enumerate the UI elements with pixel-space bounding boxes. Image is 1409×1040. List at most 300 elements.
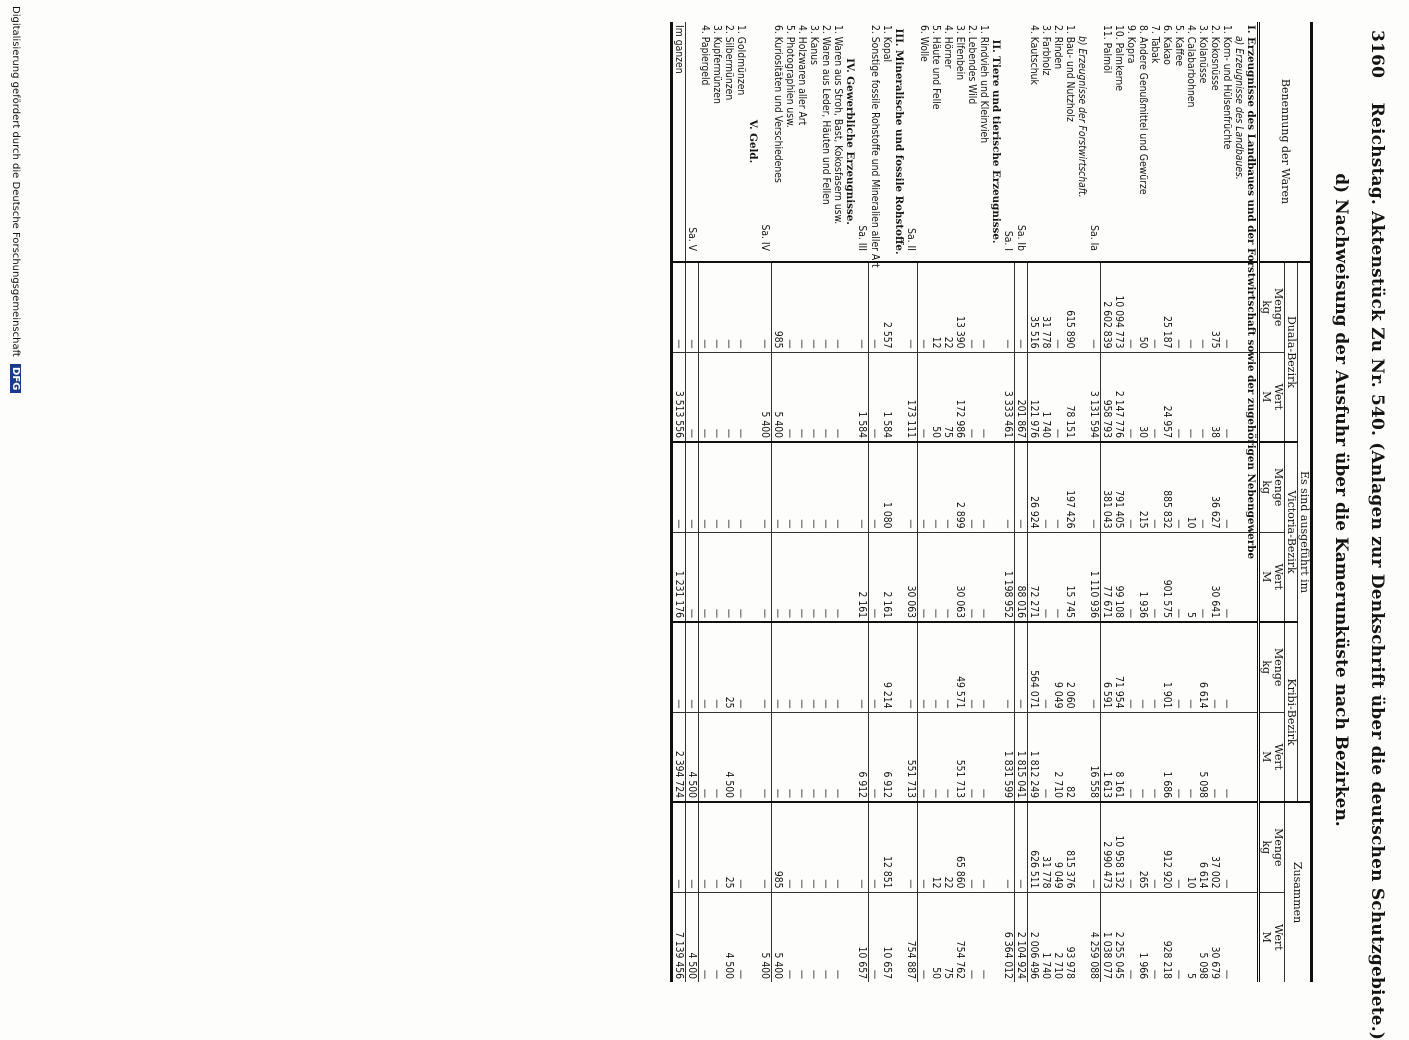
- row-label: 3. Kupfermünzen: [711, 25, 723, 104]
- row-label: 2. Silbermünzen: [723, 25, 735, 101]
- value-cell: 1 198 952: [1002, 532, 1015, 622]
- qty-cell: —: [1137, 622, 1149, 712]
- section-row: [1245, 22, 1259, 982]
- qty-cell: —: [699, 802, 712, 892]
- value-cell: 121 976: [1028, 352, 1041, 442]
- qty-cell: 10: [1185, 802, 1197, 892]
- qty-cell: —: [784, 802, 796, 892]
- value-cell: 6 912: [856, 712, 869, 802]
- subtotal-row: [856, 22, 869, 982]
- qty-header: Menge: [1272, 262, 1285, 352]
- value-cell: —: [796, 532, 808, 622]
- qty-cell: —: [759, 262, 772, 352]
- value-cell: 5 098: [1197, 712, 1209, 802]
- qty-cell: —: [1125, 622, 1137, 712]
- qty-cell: 2 990 473: [1101, 802, 1114, 892]
- value-cell: 77 671: [1101, 532, 1114, 622]
- value-cell: 78 151: [1064, 352, 1076, 442]
- qty-cell: —: [1040, 622, 1052, 712]
- value-cell: —: [1125, 892, 1137, 982]
- table-row: [881, 22, 893, 982]
- district-header-kribi: Kribi-Bezirk: [1285, 622, 1298, 802]
- qty-cell: —: [759, 442, 772, 532]
- qty-cell: 615 890: [1064, 262, 1076, 352]
- table-row: [735, 22, 747, 982]
- table-row: [1209, 22, 1221, 982]
- value-cell: —: [808, 352, 820, 442]
- district-header-total: Zusammen: [1285, 802, 1312, 982]
- row-label: Sa. Ib: [1015, 224, 1027, 251]
- value-cell: 8 161: [1113, 712, 1125, 802]
- qty-header: Menge: [1272, 442, 1285, 532]
- value-cell: —: [759, 532, 772, 622]
- value-cell: 1 231 176: [672, 532, 686, 622]
- qty-cell: —: [772, 622, 785, 712]
- row-label: 4. Calabarbohnen: [1185, 25, 1197, 108]
- value-cell: 2 104 924: [1015, 892, 1028, 982]
- district-header-victoria: Victoria-Bezirk: [1285, 442, 1298, 622]
- qty-cell: 6 591: [1101, 622, 1114, 712]
- empty-cell: [1076, 442, 1088, 532]
- qty-cell: 626 511: [1028, 802, 1041, 892]
- empty-cell: [747, 622, 759, 712]
- row-label: 7. Tabak: [1149, 25, 1161, 64]
- value-cell: —: [796, 892, 808, 982]
- qty-cell: —: [905, 802, 918, 892]
- qty-cell: 375: [1209, 262, 1221, 352]
- value-cell: 5 400: [759, 352, 772, 442]
- qty-cell: 6 614: [1197, 622, 1209, 712]
- value-cell: —: [1149, 712, 1161, 802]
- qty-cell: —: [1002, 622, 1015, 712]
- qty-unit: kg: [1259, 262, 1273, 352]
- empty-cell: [990, 802, 1002, 892]
- qty-cell: —: [796, 442, 808, 532]
- qty-cell: —: [1221, 622, 1233, 712]
- value-cell: 2 710: [1052, 892, 1064, 982]
- value-cell: 1 740: [1040, 352, 1052, 442]
- category-row: [1076, 22, 1088, 982]
- qty-cell: —: [808, 802, 820, 892]
- value-cell: 30: [1137, 352, 1149, 442]
- value-cell: —: [966, 352, 978, 442]
- qty-cell: —: [918, 262, 931, 352]
- qty-cell: —: [1088, 442, 1101, 532]
- value-cell: 2 394 724: [672, 712, 686, 802]
- qty-cell: —: [1173, 622, 1185, 712]
- empty-cell: [1233, 712, 1245, 802]
- value-cell: —: [869, 712, 882, 802]
- value-cell: 754 762: [954, 892, 966, 982]
- qty-cell: —: [723, 262, 735, 352]
- value-cell: 4 500: [723, 712, 735, 802]
- empty-cell: [747, 712, 759, 802]
- qty-cell: —: [672, 262, 686, 352]
- qty-cell: 885 832: [1161, 442, 1173, 532]
- value-cell: 6 364 012: [1002, 892, 1015, 982]
- qty-cell: 26 924: [1028, 442, 1041, 532]
- value-cell: 1 584: [881, 352, 893, 442]
- row-label: 5. Photographien usw.: [784, 25, 796, 128]
- row-label: Sa. I: [1002, 230, 1015, 251]
- qty-cell: —: [1185, 262, 1197, 352]
- empty-cell: [747, 802, 759, 892]
- empty-cell: [747, 262, 759, 352]
- value-cell: 1 831 599: [1002, 712, 1015, 802]
- qty-cell: —: [784, 622, 796, 712]
- qty-cell: —: [723, 442, 735, 532]
- qty-cell: —: [856, 262, 869, 352]
- qty-cell: —: [735, 622, 747, 712]
- qty-cell: 985: [772, 262, 785, 352]
- qty-cell: 71 954: [1113, 622, 1125, 712]
- qty-cell: —: [869, 442, 882, 532]
- qty-header: Menge: [1272, 622, 1285, 712]
- qty-cell: —: [918, 622, 931, 712]
- row-label: II. Tiere und tierische Erzeugnisse.: [990, 39, 1002, 244]
- row-label: 1. Kopal: [881, 25, 893, 63]
- value-header: Wert: [1272, 712, 1285, 802]
- value-cell: —: [869, 532, 882, 622]
- qty-cell: —: [832, 442, 844, 532]
- subtotal-row: [759, 22, 772, 982]
- qty-cell: —: [856, 442, 869, 532]
- table-row: [930, 22, 942, 982]
- value-cell: 5 400: [759, 892, 772, 982]
- value-cell: —: [699, 352, 712, 442]
- qty-cell: —: [672, 622, 686, 712]
- row-label: a) Erzeugnisse des Landbaues.: [1233, 36, 1245, 180]
- value-cell: —: [966, 892, 978, 982]
- empty-cell: [1233, 352, 1245, 442]
- value-cell: —: [1173, 532, 1185, 622]
- value-cell: 10 657: [881, 892, 893, 982]
- qty-cell: —: [1221, 802, 1233, 892]
- table-row: [796, 22, 808, 982]
- qty-cell: 10 958 132: [1113, 802, 1125, 892]
- qty-cell: —: [820, 442, 832, 532]
- value-cell: —: [1197, 352, 1209, 442]
- row-label: 5. Kaffee: [1173, 25, 1185, 67]
- qty-cell: 2 899: [954, 442, 966, 532]
- value-cell: —: [832, 712, 844, 802]
- row-label: 5. Häute und Felle: [930, 25, 942, 110]
- table-row: [723, 22, 735, 982]
- value-cell: —: [869, 352, 882, 442]
- row-label: 6. Wolle: [917, 25, 930, 62]
- qty-cell: —: [966, 622, 978, 712]
- table-row: [1125, 22, 1137, 982]
- qty-cell: —: [1185, 622, 1197, 712]
- qty-cell: 22: [942, 262, 954, 352]
- value-cell: —: [784, 892, 796, 982]
- value-cell: 2 255 045: [1113, 892, 1125, 982]
- table-row: [1113, 22, 1125, 982]
- value-cell: —: [1221, 892, 1233, 982]
- value-cell: 30 679: [1209, 892, 1221, 982]
- empty-cell: [844, 712, 856, 802]
- table-row: [1101, 22, 1114, 982]
- empty-cell: [1076, 622, 1088, 712]
- empty-cell: [844, 892, 856, 982]
- value-cell: 2 161: [856, 532, 869, 622]
- subtotal-row: [905, 22, 918, 982]
- qty-cell: —: [856, 622, 869, 712]
- qty-cell: —: [966, 802, 978, 892]
- value-cell: 173 111: [905, 352, 918, 442]
- qty-unit: kg: [1259, 802, 1273, 892]
- value-cell: 5: [1185, 892, 1197, 982]
- value-cell: 30 063: [954, 532, 966, 622]
- qty-cell: —: [820, 622, 832, 712]
- dfg-logo: DFG: [10, 364, 21, 393]
- value-unit: M: [1259, 712, 1273, 802]
- row-label: b) Erzeugnisse der Forstwirtschaft.: [1076, 36, 1088, 198]
- empty-cell: [844, 532, 856, 622]
- value-cell: —: [723, 352, 735, 442]
- empty-cell: [990, 262, 1002, 352]
- value-cell: 82: [1064, 712, 1076, 802]
- value-cell: 5 098: [1197, 892, 1209, 982]
- value-cell: —: [686, 532, 699, 622]
- qty-cell: —: [672, 802, 686, 892]
- row-label: IV. Gewerbliche Erzeugnisse.: [844, 58, 856, 225]
- qty-cell: —: [1052, 442, 1064, 532]
- value-cell: 30 641: [1209, 532, 1221, 622]
- value-cell: —: [1173, 712, 1185, 802]
- qty-cell: 6 614: [1197, 802, 1209, 892]
- value-cell: 88 016: [1015, 532, 1028, 622]
- qty-cell: 9 049: [1052, 622, 1064, 712]
- empty-cell: [844, 442, 856, 532]
- value-cell: —: [869, 892, 882, 982]
- row-label: 4. Kautschuk: [1027, 25, 1040, 85]
- empty-cell: [990, 712, 1002, 802]
- value-cell: —: [1149, 352, 1161, 442]
- qty-cell: —: [1149, 442, 1161, 532]
- qty-cell: 2 602 839: [1101, 262, 1114, 352]
- value-cell: —: [1137, 712, 1149, 802]
- value-cell: 958 793: [1101, 352, 1114, 442]
- row-label: 3. Kolanüsse: [1197, 25, 1209, 84]
- empty-cell: [893, 262, 905, 352]
- value-cell: —: [942, 532, 954, 622]
- qty-cell: —: [942, 442, 954, 532]
- table-row: [1185, 22, 1197, 982]
- empty-cell: [893, 532, 905, 622]
- qty-cell: —: [711, 262, 723, 352]
- table-row: [1149, 22, 1161, 982]
- qty-cell: 36 627: [1209, 442, 1221, 532]
- value-cell: 5 400: [772, 352, 785, 442]
- qty-cell: —: [918, 802, 931, 892]
- value-cell: 172 986: [954, 352, 966, 442]
- row-label: Sa. II: [905, 228, 918, 251]
- section-row: [844, 22, 856, 982]
- table-row: [1028, 22, 1041, 982]
- value-cell: —: [930, 532, 942, 622]
- value-cell: —: [978, 352, 990, 442]
- qty-cell: —: [1040, 442, 1052, 532]
- qty-cell: —: [784, 262, 796, 352]
- table-row: [820, 22, 832, 982]
- value-cell: —: [978, 532, 990, 622]
- value-cell: 99 108: [1113, 532, 1125, 622]
- row-label: 6. Kuriositäten und Verschiedenes: [771, 25, 784, 183]
- section-row: [747, 22, 759, 982]
- value-cell: 3 131 594: [1088, 352, 1101, 442]
- empty-cell: [844, 352, 856, 442]
- qty-cell: —: [1173, 802, 1185, 892]
- qty-cell: —: [1125, 442, 1137, 532]
- row-label: 1. Bau- und Nutzholz: [1064, 25, 1076, 122]
- qty-cell: —: [796, 262, 808, 352]
- subtotal-row: [1002, 22, 1015, 982]
- value-cell: —: [832, 892, 844, 982]
- value-cell: —: [711, 352, 723, 442]
- value-cell: 928 218: [1161, 892, 1173, 982]
- empty-cell: [893, 352, 905, 442]
- qty-cell: 49 571: [954, 622, 966, 712]
- qty-cell: —: [1088, 802, 1101, 892]
- qty-cell: —: [1052, 262, 1064, 352]
- page-number: 3160: [1367, 30, 1387, 79]
- value-cell: 1 936: [1137, 532, 1149, 622]
- value-cell: —: [686, 352, 699, 442]
- value-cell: 551 713: [905, 712, 918, 802]
- row-label: I. Erzeugnisse des Landbaues und der Forstwirtschaft sowie der zugehörigen Nebengewerbe: [1245, 25, 1257, 560]
- qty-cell: —: [942, 622, 954, 712]
- qty-cell: —: [1197, 262, 1209, 352]
- empty-cell: [747, 892, 759, 982]
- qty-cell: —: [905, 442, 918, 532]
- table-row: [942, 22, 954, 982]
- qty-cell: —: [1015, 262, 1028, 352]
- qty-cell: —: [1002, 802, 1015, 892]
- qty-cell: —: [711, 442, 723, 532]
- qty-cell: 2 557: [881, 262, 893, 352]
- value-cell: 1 584: [856, 352, 869, 442]
- value-cell: —: [1221, 532, 1233, 622]
- empty-cell: [1245, 892, 1259, 982]
- table-row: [784, 22, 796, 982]
- qty-cell: —: [856, 802, 869, 892]
- row-label: 4. Holzwaren aller Art: [796, 25, 808, 126]
- qty-cell: —: [699, 622, 712, 712]
- qty-cell: 31 778: [1040, 262, 1052, 352]
- value-cell: 4 500: [686, 712, 699, 802]
- value-cell: 1 038 077: [1101, 892, 1114, 982]
- qty-cell: —: [735, 262, 747, 352]
- empty-cell: [1233, 442, 1245, 532]
- row-label: III. Mineralische und fossile Rohstoffe.: [893, 28, 905, 255]
- qty-cell: —: [1221, 262, 1233, 352]
- value-cell: —: [918, 892, 931, 982]
- table-row: [966, 22, 978, 982]
- qty-cell: —: [759, 622, 772, 712]
- qty-unit: kg: [1259, 442, 1273, 532]
- qty-cell: —: [869, 262, 882, 352]
- value-cell: 1 966: [1137, 892, 1149, 982]
- qty-cell: 215: [1137, 442, 1149, 532]
- qty-cell: 912 920: [1161, 802, 1173, 892]
- qty-cell: 37 002: [1209, 802, 1221, 892]
- value-cell: 1 815 041: [1015, 712, 1028, 802]
- qty-cell: 2 060: [1064, 622, 1076, 712]
- value-cell: —: [808, 532, 820, 622]
- value-header: Wert: [1272, 352, 1285, 442]
- qty-cell: —: [699, 442, 712, 532]
- value-cell: —: [1185, 352, 1197, 442]
- empty-cell: [844, 262, 856, 352]
- qty-cell: 25: [723, 622, 735, 712]
- empty-cell: [1076, 532, 1088, 622]
- value-cell: 75: [942, 352, 954, 442]
- table-row: [954, 22, 966, 982]
- empty-cell: [1076, 892, 1088, 982]
- qty-unit: kg: [1259, 622, 1273, 712]
- qty-cell: 815 376: [1064, 802, 1076, 892]
- qty-cell: —: [930, 442, 942, 532]
- qty-cell: —: [672, 442, 686, 532]
- qty-cell: 12: [930, 262, 942, 352]
- qty-cell: 25 187: [1161, 262, 1173, 352]
- value-cell: 1 613: [1101, 712, 1114, 802]
- digitization-credit: [10, 0, 21, 1006]
- row-label: 2. Kokosnüsse: [1209, 25, 1221, 91]
- value-cell: —: [796, 352, 808, 442]
- qty-cell: —: [686, 622, 699, 712]
- value-cell: —: [808, 892, 820, 982]
- value-header: Wert: [1272, 892, 1285, 982]
- empty-cell: [747, 352, 759, 442]
- qty-cell: 50: [1137, 262, 1149, 352]
- value-cell: 5 400: [772, 892, 785, 982]
- row-label: 1. Goldmünzen: [735, 25, 747, 96]
- row-label: 2. Rinden: [1052, 25, 1064, 70]
- table-row: [1052, 22, 1064, 982]
- qty-cell: —: [869, 622, 882, 712]
- qty-cell: —: [820, 262, 832, 352]
- qty-cell: 31 778: [1040, 802, 1052, 892]
- empty-cell: [990, 622, 1002, 712]
- qty-cell: —: [699, 262, 712, 352]
- subtotal-row: [1015, 22, 1028, 982]
- qty-cell: —: [978, 622, 990, 712]
- table-row: [978, 22, 990, 982]
- value-cell: 50: [930, 352, 942, 442]
- qty-cell: —: [711, 622, 723, 712]
- table-header: [1259, 22, 1312, 982]
- value-cell: 1 686: [1161, 712, 1173, 802]
- qty-cell: —: [820, 802, 832, 892]
- qty-cell: —: [1002, 262, 1015, 352]
- empty-cell: [1076, 802, 1088, 892]
- grand-total-row: [672, 22, 686, 982]
- value-cell: —: [772, 532, 785, 622]
- qty-cell: 1 901: [1161, 622, 1173, 712]
- value-cell: 4 259 088: [1088, 892, 1101, 982]
- empty-cell: [990, 442, 1002, 532]
- value-cell: 16 558: [1088, 712, 1101, 802]
- value-cell: —: [1125, 352, 1137, 442]
- qty-header: Menge: [1272, 802, 1285, 892]
- value-cell: 1 110 936: [1088, 532, 1101, 622]
- value-cell: —: [820, 712, 832, 802]
- qty-cell: 265: [1137, 802, 1149, 892]
- qty-cell: 197 426: [1064, 442, 1076, 532]
- row-label: 10. Palmkerne: [1113, 25, 1125, 91]
